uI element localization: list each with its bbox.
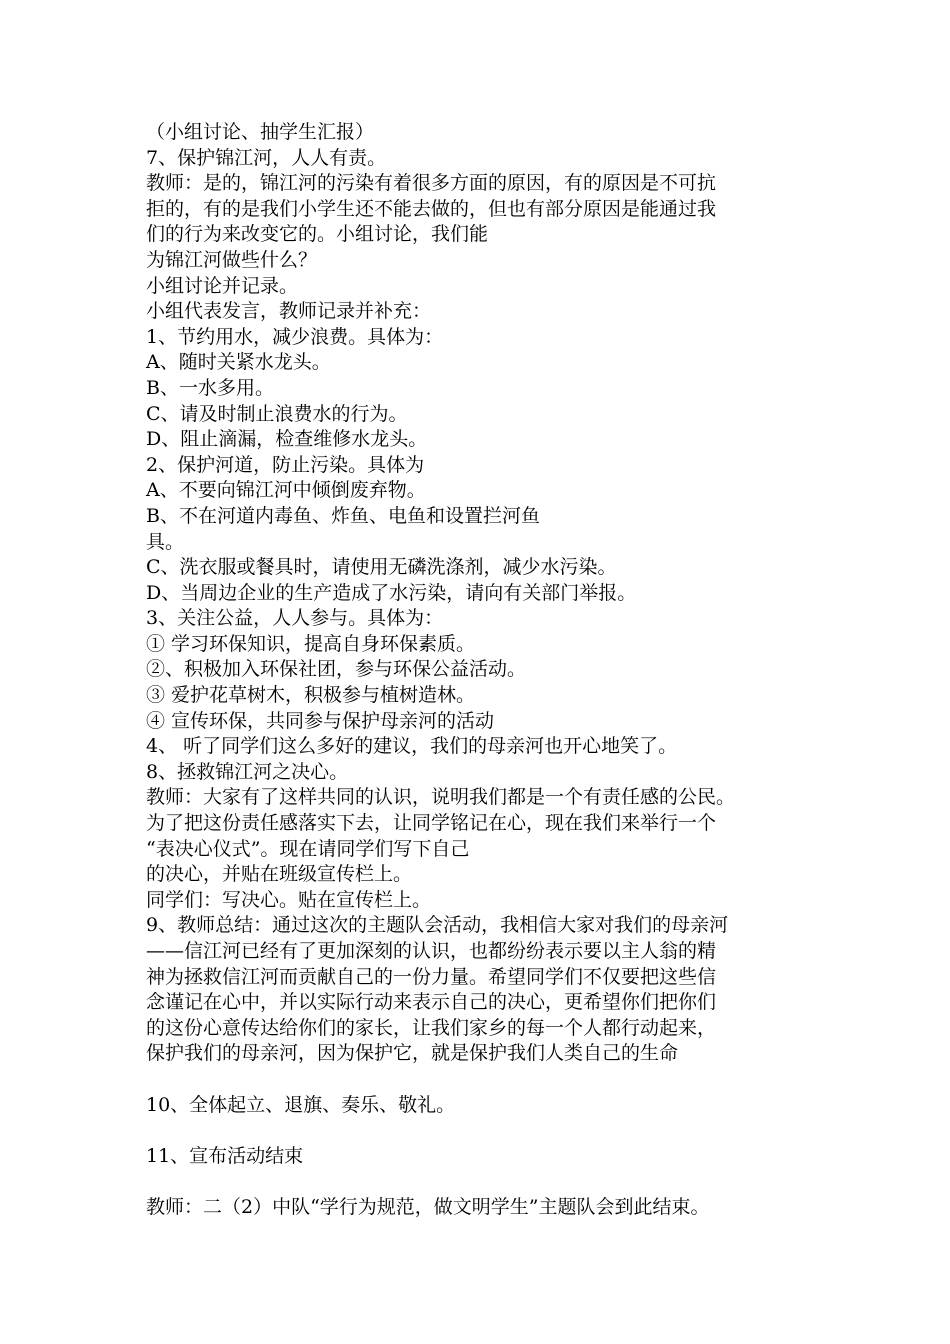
text-line: 保护我们的母亲河，因为保护它，就是保护我们人类自己的生命 <box>146 1042 679 1065</box>
text-line: 念谨记在心中，并以实际行动来表示自己的决心，更希望你们把你们 <box>146 991 717 1014</box>
text-line: 为锦江河做些什么？ <box>146 248 318 271</box>
section-heading: 9、教师总结：通过这次的主题队会活动，我相信大家对我们的母亲河 <box>146 914 729 937</box>
text-line: 们的行为来改变它的。小组讨论，我们能 <box>146 223 489 246</box>
text-line: 4、 听了同学们这么多好的建议，我们的母亲河也开心地笑了。 <box>146 735 678 758</box>
list-item: A、随时关紧水龙头。 <box>146 351 331 374</box>
list-item: ④ 宣传环保，共同参与保护母亲河的活动 <box>146 709 495 732</box>
text-line: “表决心仪式”。现在请同学们写下自己 <box>146 837 470 860</box>
list-item: D、当周边企业的生产造成了水污染，请向有关部门举报。 <box>146 581 637 604</box>
blank-line <box>146 1169 826 1195</box>
blank-line <box>146 1118 826 1144</box>
text-line: 的决心，并贴在班级宣传栏上。 <box>146 863 413 886</box>
text-line: 的这份心意传达给你们的家长，让我们家乡的每一个人都行动起来， <box>146 1016 717 1039</box>
section-heading: 8、拯救锦江河之决心。 <box>146 760 349 783</box>
list-item: ③ 爱护花草树木，积极参与植树造林。 <box>146 684 476 707</box>
list-item: B、不在河道内毒鱼、炸鱼、电鱼和设置拦河鱼 <box>146 504 540 527</box>
list-heading: 2、保护河道，防止污染。具体为 <box>146 453 425 476</box>
text-line: 为了把这份责任感落实下去，让同学铭记在心，现在我们来举行一个 <box>146 812 717 835</box>
section-heading: 7、保护锦江河，人人有责。 <box>146 146 387 169</box>
text-line: ——信江河已经有了更加深刻的认识，也都纷纷表示要以主人翁的精 <box>146 940 717 962</box>
list-heading: 1、节约用水，减少浪费。具体为： <box>146 325 444 348</box>
list-heading: 3、关注公益，人人参与。具体为： <box>146 607 444 630</box>
section-heading: 10、全体起立、退旗、奏乐、敬礼。 <box>146 1093 456 1116</box>
text-line: 同学们：写决心。贴在宣传栏上。 <box>146 888 432 911</box>
list-item: D、阻止滴漏，检查维修水龙头。 <box>146 428 428 451</box>
text-line: 小组讨论并记录。 <box>146 274 299 297</box>
list-item: B、一水多用。 <box>146 376 274 399</box>
text-line: 神为拯救信江河而贡献自己的一份力量。希望同学们不仅要把这些信 <box>146 965 717 988</box>
text-line: 小组代表发言，教师记录并补充： <box>146 300 432 323</box>
list-item: 具。 <box>146 530 185 553</box>
list-item: A、不要向锦江河中倾倒废弃物。 <box>146 479 426 502</box>
list-item: ① 学习环保知识，提高自身环保素质。 <box>146 632 476 655</box>
text-line: （小组讨论、抽学生汇报） <box>146 121 375 143</box>
text-line: 拒的，有的是我们小学生还不能去做的，但也有部分原因是能通过我 <box>146 197 717 220</box>
document-page <box>146 120 826 1221</box>
list-item: C、洗衣服或餐具时，请使用无磷洗涤剂，减少水污染。 <box>146 556 617 579</box>
blank-line <box>146 1067 826 1093</box>
text-line: 教师：是的，锦江河的污染有着很多方面的原因，有的原因是不可抗 <box>146 172 717 195</box>
list-item: C、请及时制止浪费水的行为。 <box>146 402 408 425</box>
list-item: ②、积极加入环保社团，参与环保公益活动。 <box>146 658 527 681</box>
section-heading: 11、宣布活动结束 <box>146 1144 304 1167</box>
closing-line: 教师：二（2）中队“学行为规范，做文明学生”主题队会到此结束。 <box>146 1195 710 1218</box>
text-line: 教师：大家有了这样共同的认识，说明我们都是一个有责任感的公民。 <box>146 786 736 809</box>
